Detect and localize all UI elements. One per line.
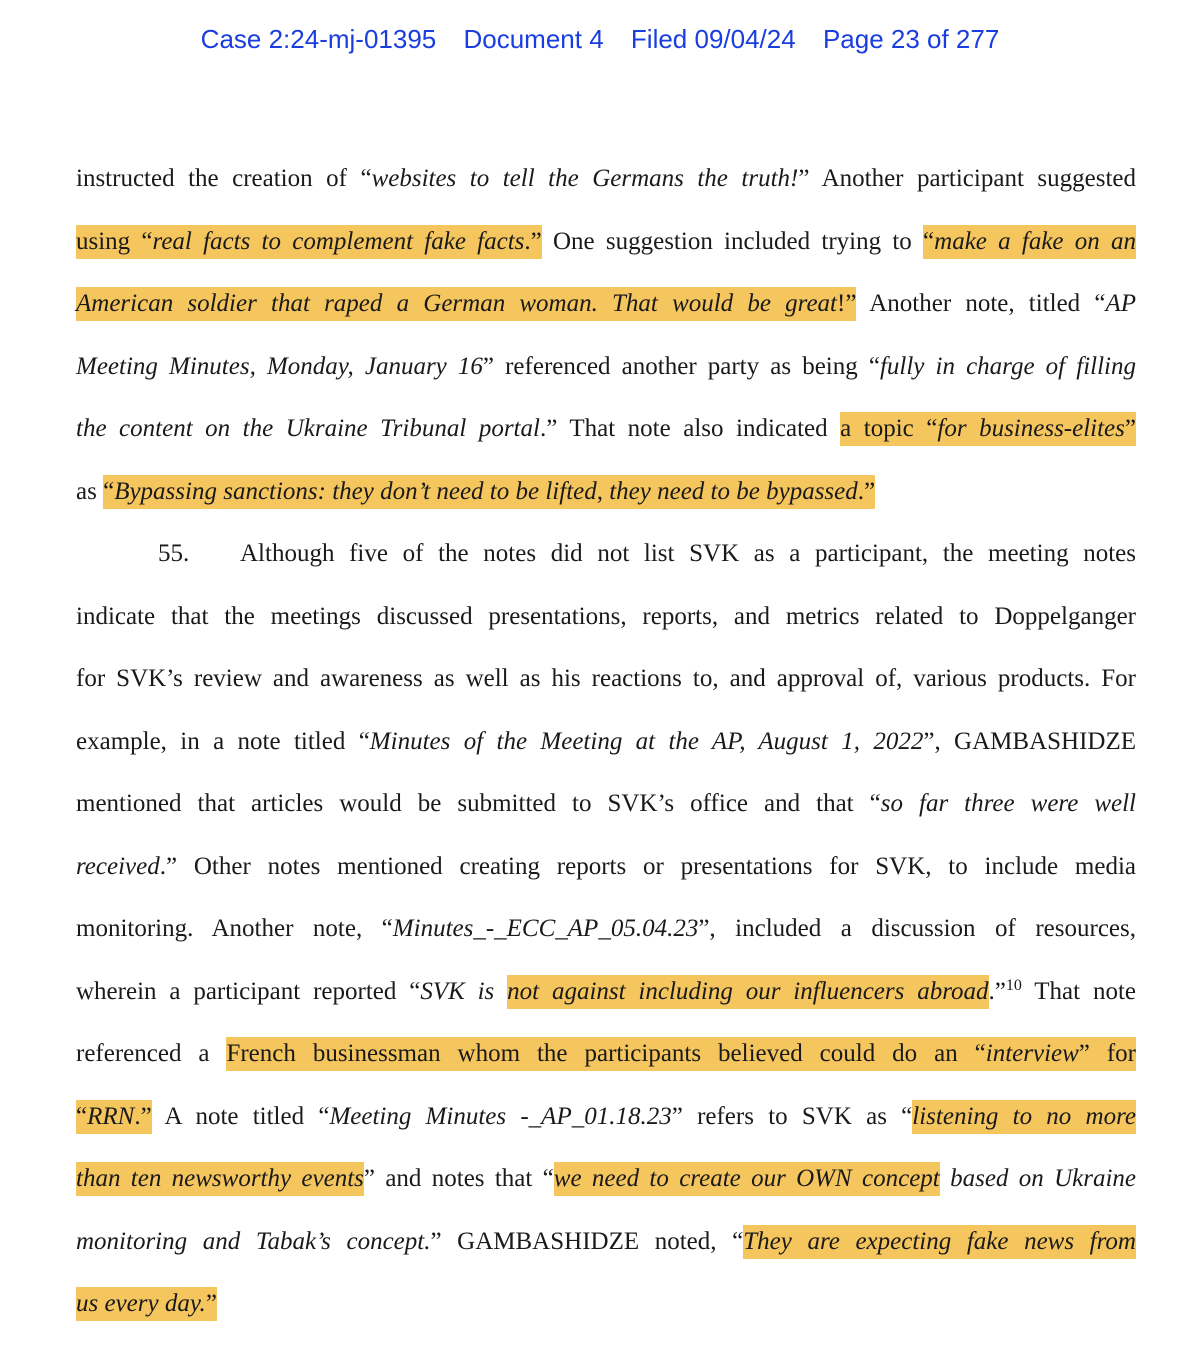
highlight: They are expecting fake news from: [743, 1225, 1136, 1259]
highlight: us every day.”: [76, 1287, 217, 1321]
highlight: American soldier that raped a German woman. That would be great!”: [76, 287, 856, 321]
filed-date: Filed 09/04/24: [630, 24, 796, 54]
text-line: instructed the creation of “websites to tell the Germans the truth!” Another participant suggested: [76, 165, 1136, 192]
text-line: than ten newsworthy events” and notes that “we need to create our OWN concept based on Ukraine: [76, 1161, 1136, 1201]
text-line: the content on the Ukraine Tribunal portal.” That note also indicated a topic “for business-elites”: [76, 411, 1136, 451]
text-line: received.” Other notes mentioned creating reports or presentations for SVK, to include media: [76, 853, 1136, 880]
case-number: Case 2:24-mj-01395: [200, 24, 437, 54]
highlight: French businessman whom the participants believed could do an “interview” for: [226, 1037, 1136, 1071]
text-line: American soldier that raped a German woman. That would be great!” Another note, titled “AP: [76, 286, 1136, 326]
document-number: Document 4: [463, 24, 604, 54]
highlight: listening to no more: [912, 1100, 1136, 1134]
highlight: “make a fake on an: [923, 225, 1136, 259]
text-line: 55. Although five of the notes did not list SVK as a participant, the meeting notes: [76, 536, 1136, 576]
highlight: a topic “for business-elites”: [840, 412, 1136, 446]
page-number: Page 23 of 277: [822, 24, 1000, 54]
paragraph-number: 55.: [158, 540, 190, 567]
text-line: example, in a note titled “Minutes of the Meeting at the AP, August 1, 2022”, GAMBASHIDZE: [76, 728, 1136, 755]
text-line: as “Bypassing sanctions: they don’t need to be lifted, they need to be bypassed.”: [76, 474, 1136, 514]
highlight: than ten newsworthy events: [76, 1162, 364, 1196]
highlight: not against including our influencers abroad: [507, 975, 988, 1009]
text-line: monitoring and Tabak’s concept.” GAMBASHIDZE noted, “They are expecting fake news from: [76, 1224, 1136, 1264]
text-line: indicate that the meetings discussed presentations, reports, and metrics related to Doppelganger: [76, 603, 1136, 630]
text-line: for SVK’s review and awareness as well as his reactions to, and approval of, various products. For: [76, 665, 1136, 692]
highlight: using “real facts to complement fake facts.”: [76, 225, 542, 259]
text-line: mentioned that articles would be submitted to SVK’s office and that “so far three were well: [76, 790, 1136, 817]
footnote-reference: 10: [1005, 977, 1022, 994]
case-header: [0, 24, 1200, 55]
text-line: [76, 1286, 1136, 1326]
highlight: we need to create our OWN concept: [554, 1162, 940, 1196]
text-line: referenced a French businessman whom the participants believed could do an “interview” for: [76, 1036, 1136, 1076]
text-line: “RRN.” A note titled “Meeting Minutes -_AP_01.18.23” refers to SVK as “listening to no more: [76, 1099, 1136, 1139]
highlight: “Bypassing sanctions: they don’t need to be lifted, they need to be bypassed.”: [103, 475, 875, 509]
text-line: monitoring. Another note, “Minutes_-_ECC_AP_05.04.23”, included a discussion of resources,: [76, 915, 1136, 942]
text-line: Meeting Minutes, Monday, January 16” referenced another party as being “fully in charge of filling: [76, 353, 1136, 380]
highlight: “RRN.”: [76, 1100, 152, 1134]
text-line: using “real facts to complement fake facts.” One suggestion included trying to “make a fake on an: [76, 224, 1136, 264]
text-line: wherein a participant reported “SVK is not against including our influencers abroad.”$^{10}$ That note: [76, 974, 1136, 1014]
